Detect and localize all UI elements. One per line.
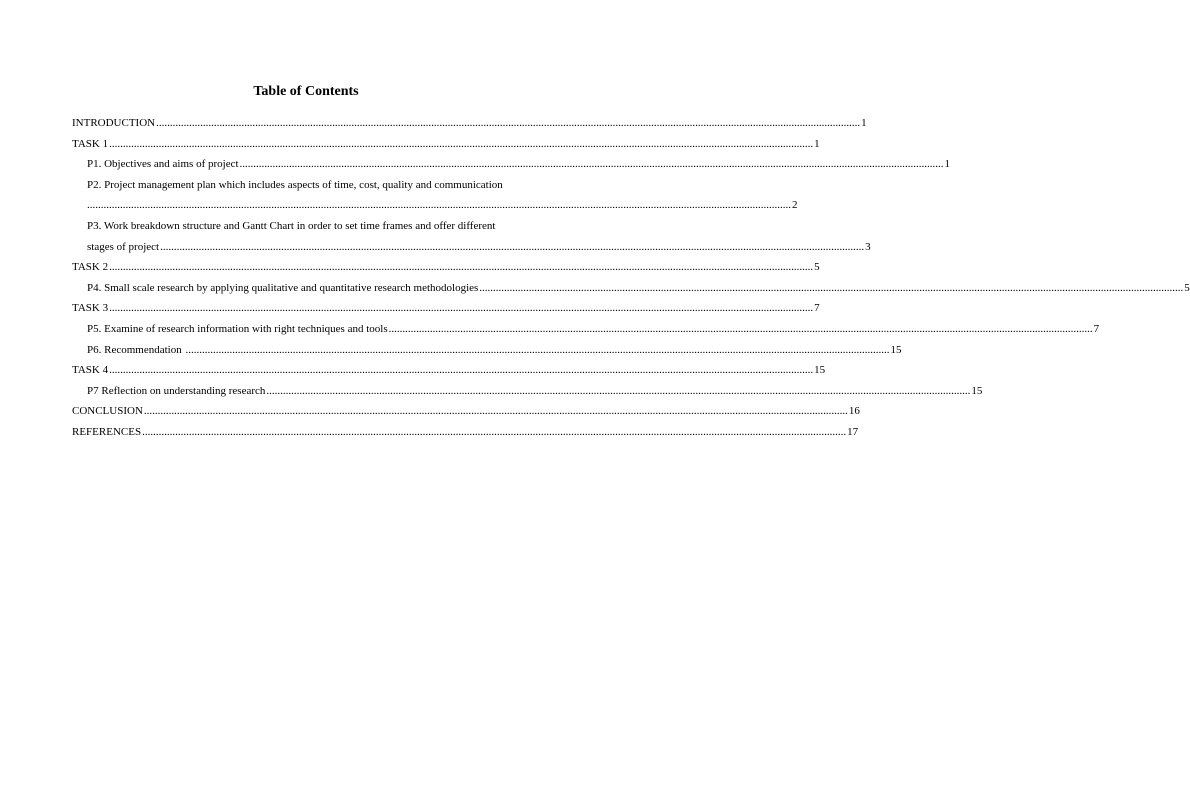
toc-entry-label: P2. Project management plan which includes aspects of time, cost, quality and communication	[87, 178, 503, 191]
toc-page-number: 15	[890, 343, 902, 356]
dot-leader	[160, 237, 864, 258]
toc-entry-label: TASK 2	[72, 261, 109, 274]
toc-page-number: 3	[865, 240, 871, 253]
toc-page-number: 1	[814, 137, 820, 150]
toc-entry-label: P6. Recommendation	[87, 343, 185, 356]
toc-page-number: 1	[861, 117, 867, 129]
toc-page-number: 2	[792, 199, 798, 212]
toc-page-number: 1	[944, 158, 951, 171]
toc-entry-label: P3. Work breakdown structure and Gantt Chart in order to set time frames and offer different	[87, 219, 496, 232]
toc-entry-label: TASK 1	[72, 137, 109, 150]
dot-leader	[479, 278, 1183, 299]
dot-leader	[156, 113, 860, 134]
dot-leader	[144, 401, 848, 422]
toc-entry-task4[interactable]	[72, 360, 826, 381]
toc-entry-conclusion[interactable]	[72, 401, 860, 422]
toc-entry-p5[interactable]	[72, 319, 1100, 340]
toc-entry-p6[interactable]	[72, 340, 902, 361]
dot-leader	[109, 298, 813, 319]
toc-title: Table of Contents	[253, 84, 359, 99]
toc-page-number: 7	[814, 302, 820, 315]
toc-page-number: 17	[847, 425, 859, 438]
toc-page-number: 5	[1184, 281, 1190, 294]
table-of-contents	[72, 113, 1190, 443]
dot-leader	[109, 134, 813, 155]
dot-leader	[87, 195, 791, 216]
dot-leader	[389, 319, 1093, 340]
toc-entry-p4[interactable]	[72, 278, 1190, 299]
toc-entry-label: TASK 3	[72, 302, 109, 315]
toc-entry-label: P7 Reflection on understanding research	[87, 384, 266, 397]
toc-entry-label: TASK 4	[72, 364, 109, 377]
toc-entry-label: REFERENCES	[72, 425, 142, 438]
toc-entry-label-continued: stages of project	[87, 240, 160, 253]
toc-page-number: 15	[814, 364, 826, 377]
toc-entry-task3[interactable]	[72, 298, 820, 319]
toc-entry-references[interactable]	[72, 422, 859, 443]
toc-page-number: 16	[848, 405, 860, 418]
dot-leader	[266, 381, 970, 402]
toc-entry-p3[interactable]	[72, 216, 871, 257]
toc-entry-p7[interactable]	[72, 381, 983, 402]
toc-entry-task2[interactable]	[72, 257, 820, 278]
toc-entry-p1[interactable]	[72, 154, 951, 175]
toc-entry-p2[interactable]	[72, 175, 798, 216]
toc-entry-label: P1. Objectives and aims of project	[87, 158, 239, 171]
dot-leader	[142, 422, 846, 443]
dot-leader	[109, 360, 813, 381]
toc-page-number: 5	[814, 261, 820, 274]
dot-leader	[240, 154, 944, 175]
toc-entry-label: CONCLUSION	[72, 405, 143, 418]
toc-entry-task1[interactable]	[72, 134, 820, 155]
toc-page-number: 15	[971, 384, 983, 397]
toc-entry-label: P4. Small scale research by applying qualitative and quantitative research methodologies	[87, 281, 479, 294]
toc-entry-label: P5. Examine of research information with right techniques and tools	[87, 322, 388, 335]
toc-entry-label: INTRODUCTION	[72, 117, 156, 129]
toc-entry-introduction[interactable]	[72, 113, 867, 134]
dot-leader	[109, 257, 813, 278]
toc-page-number: 7	[1093, 322, 1100, 335]
dot-leader	[185, 340, 889, 361]
